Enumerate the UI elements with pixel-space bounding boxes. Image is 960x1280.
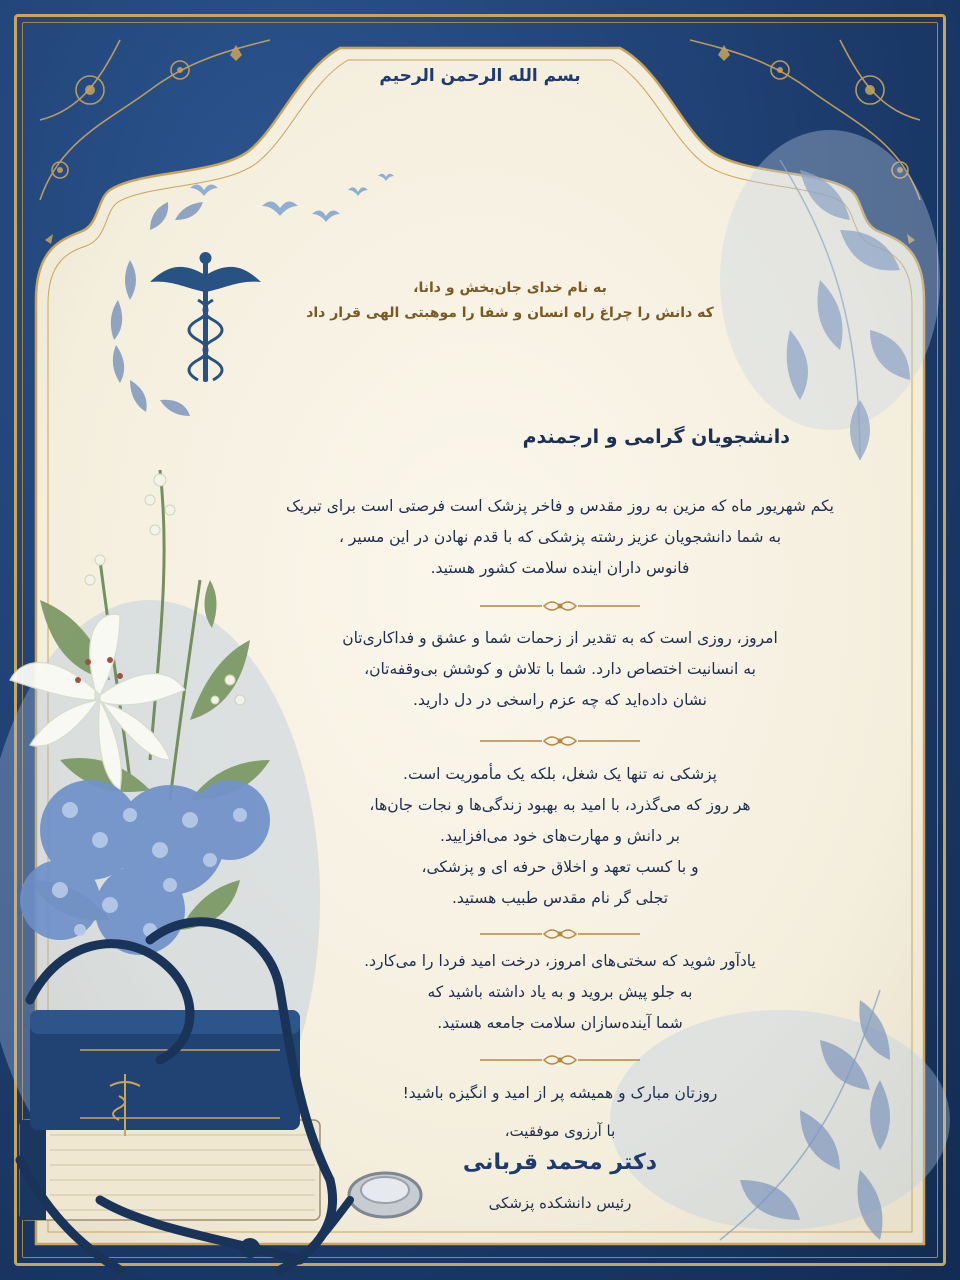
paragraph-3: [200, 759, 920, 914]
paragraph-line: به جلو پیش بروید و به یاد داشته باشید که: [427, 983, 693, 1001]
paragraph-line: فانوس داران اینده سلامت کشور هستید.: [430, 559, 690, 577]
intro-line: که دانش را چراغ راه انسان و شفا را موهبتی الهی قرار داد: [306, 305, 714, 321]
divider-ornament: [480, 1052, 640, 1068]
paragraph-1: [200, 491, 920, 584]
paragraph-line: یادآور شوید که سختی‌های امروز، درخت امید فردا را می‌کارد.: [364, 952, 756, 970]
intro-line: به نام خدای جان‌بخش و دانا،: [413, 280, 607, 296]
paragraph-line: امروز، روزی است که به تقدیر از زحمات شما و عشق و فداکاری‌تان: [342, 629, 778, 647]
paragraph-5: [200, 1078, 920, 1109]
paragraph-line: پزشکی نه تنها یک شغل، بلکه یک مأموریت است.: [403, 765, 717, 783]
intro-verse: [290, 276, 730, 326]
bismillah-heading: بسم الله الرحمن الرحیم: [379, 66, 581, 86]
paragraph-line: بر دانش و مهارت‌های خود می‌افزایید.: [440, 827, 680, 845]
divider-ornament: [480, 598, 640, 614]
paragraph-line: یکم شهریور ماه که مزین به روز مقدس و فاخر پزشک است فرصتی است برای تبریک: [286, 497, 834, 515]
paragraph-line: روزتان مبارک و همیشه پر از امید و انگیزه باشید!: [402, 1084, 718, 1102]
paragraph-line: نشان داده‌اید که چه عزم راسخی در دل دارید.: [413, 691, 707, 709]
signature-name: دکتر محمد قربانی: [462, 1150, 658, 1175]
paragraph-4: [200, 946, 920, 1039]
signature-title: رئیس دانشکده پزشکی: [488, 1194, 632, 1212]
paragraph-line: به انسانیت اختصاص دارد. شما با تلاش و کوشش بی‌وقفه‌تان،: [364, 660, 756, 678]
paragraph-line: و با کسب تعهد و اخلاق حرفه ای و پزشکی،: [421, 858, 699, 876]
paragraph-line: شما آینده‌سازان سلامت جامعه هستید.: [437, 1014, 683, 1032]
paragraph-line: هر روز که می‌گذرد، با امید به بهبود زندگی‌ها و نجات جان‌ها،: [369, 796, 751, 814]
salutation-heading: دانشجویان گرامی و ارجمندم: [522, 426, 790, 448]
paragraph-2: [200, 623, 920, 716]
paragraph-line: تجلی گر نام مقدس طبیب هستید.: [451, 889, 669, 907]
signature-greeting: با آرزوی موفقیت،: [504, 1122, 616, 1140]
divider-ornament: [480, 733, 640, 749]
divider-ornament: [480, 926, 640, 942]
paragraph-line: به شما دانشجویان عزیز رشته پزشکی که با قدم نهادن در این مسیر ،: [338, 528, 782, 546]
